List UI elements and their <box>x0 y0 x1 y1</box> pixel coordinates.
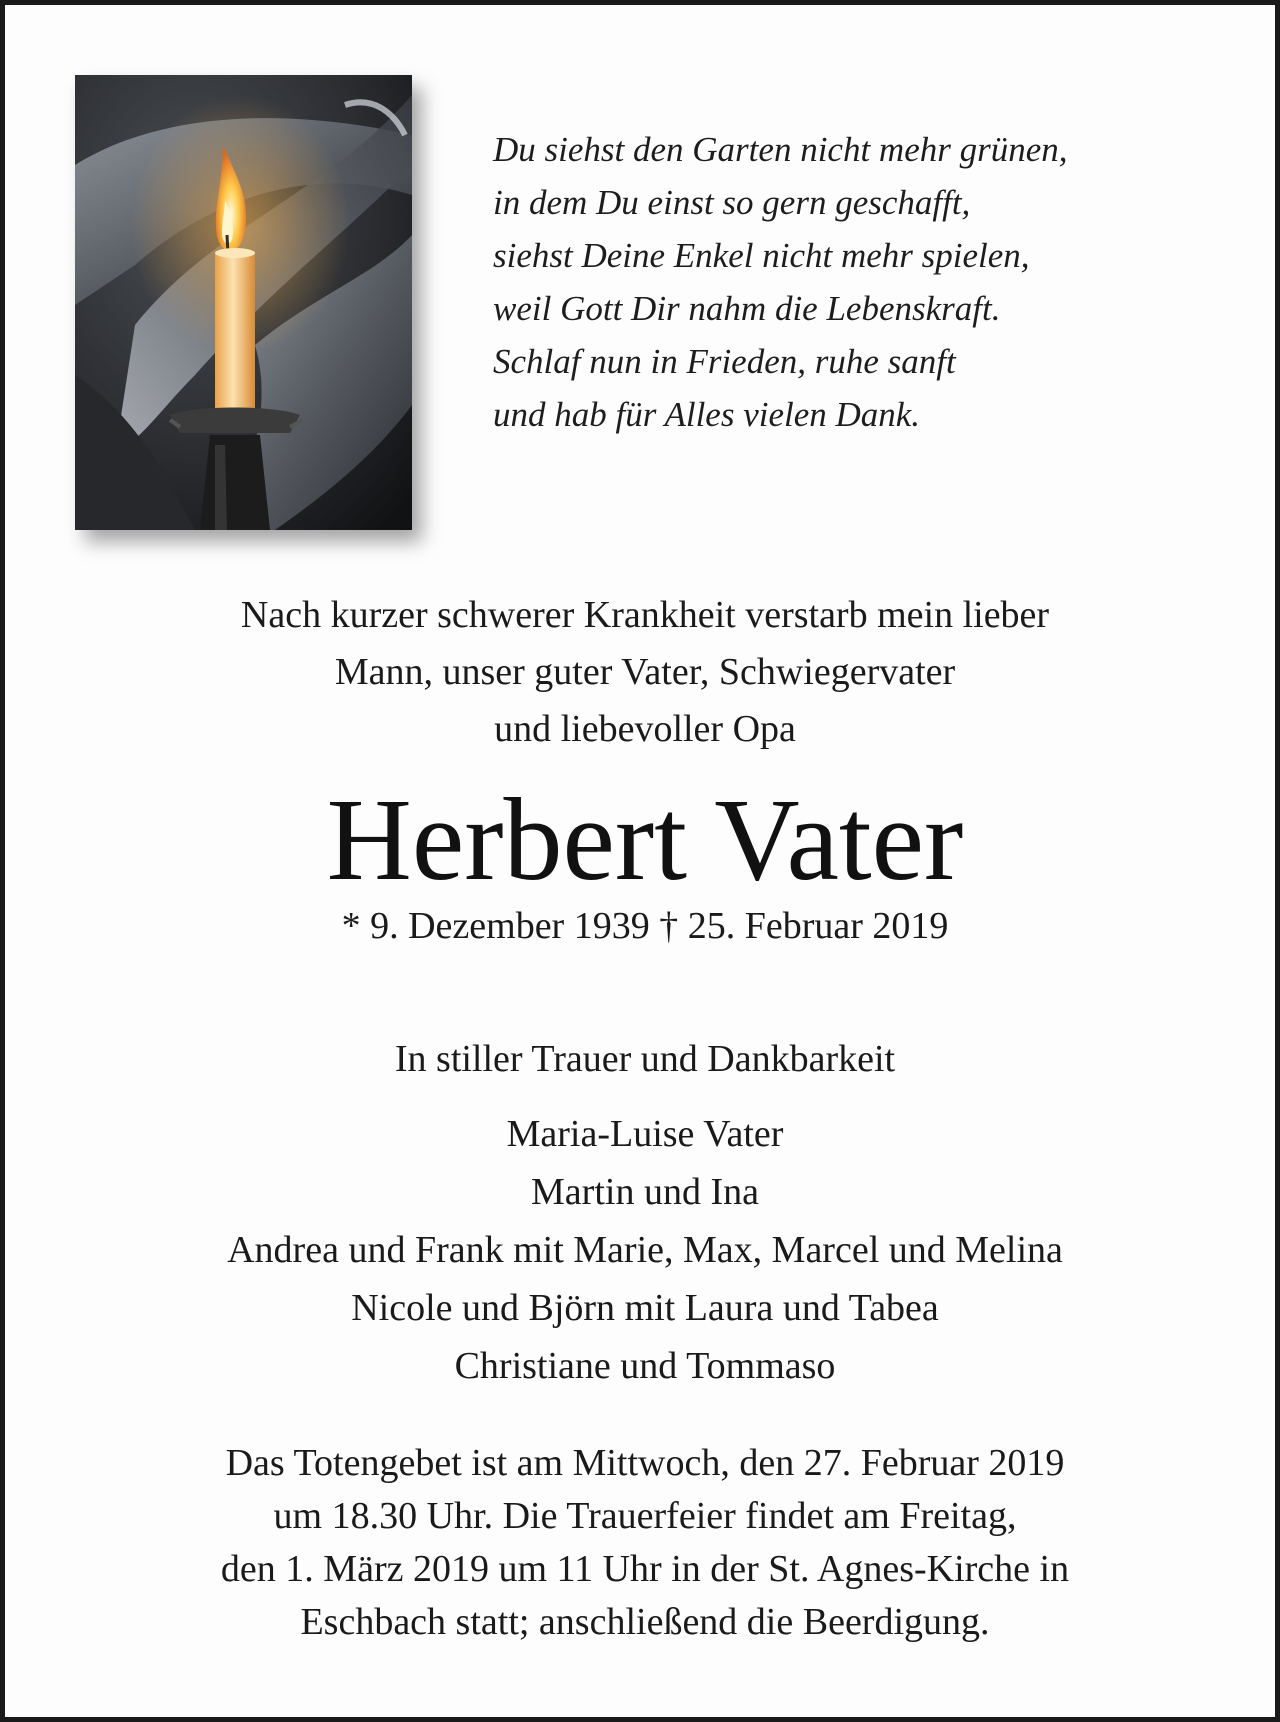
poem-line: siehst Deine Enkel nicht mehr spielen, <box>493 236 1030 275</box>
announcement-line: Nach kurzer schwerer Krankheit verstarb mein lieber <box>240 594 1050 636</box>
service-line: den 1. März 2019 um 11 Uhr in der St. Agnes-Kirche in <box>220 1548 1070 1590</box>
service-details <box>5 1437 1280 1649</box>
candle-photo <box>75 75 412 530</box>
poem <box>493 123 1253 441</box>
service-line: um 18.30 Uhr. Die Trauerfeier findet am Freitag, <box>273 1495 1017 1537</box>
family-member: Martin und Ina <box>531 1171 759 1213</box>
poem-line: in dem Du einst so gern geschafft, <box>493 183 971 222</box>
life-dates: * 9. Dezember 1939 † 25. Februar 2019 <box>341 905 949 947</box>
family-member: Nicole und Björn mit Laura und Tabea <box>351 1287 939 1329</box>
family-member: Christiane und Tommaso <box>454 1345 836 1387</box>
family-member: Maria-Luise Vater <box>506 1113 784 1155</box>
candle-icon <box>75 75 412 530</box>
announcement-line: Mann, unser guter Vater, Schwiegervater <box>334 651 956 693</box>
family-list <box>5 1105 1280 1395</box>
announcement-line: und liebevoller Opa <box>494 708 796 750</box>
poem-line: und hab für Alles vielen Dank. <box>493 395 921 434</box>
mourning-line: In stiller Trauer und Dankbarkeit <box>394 1038 896 1080</box>
family-member: Andrea und Frank mit Marie, Max, Marcel und Melina <box>227 1229 1063 1271</box>
poem-line: Schlaf nun in Frieden, ruhe sanft <box>493 342 956 381</box>
poem-line: Du siehst den Garten nicht mehr grünen, <box>493 130 1068 169</box>
poem-line: weil Gott Dir nahm die Lebenskraft. <box>493 289 1001 328</box>
service-line: Eschbach statt; anschließend die Beerdigung. <box>300 1601 990 1643</box>
deceased-name: Herbert Vater <box>326 774 964 905</box>
service-line: Das Totengebet ist am Mittwoch, den 27. Februar 2019 <box>225 1442 1065 1484</box>
death-announcement <box>5 587 1280 758</box>
